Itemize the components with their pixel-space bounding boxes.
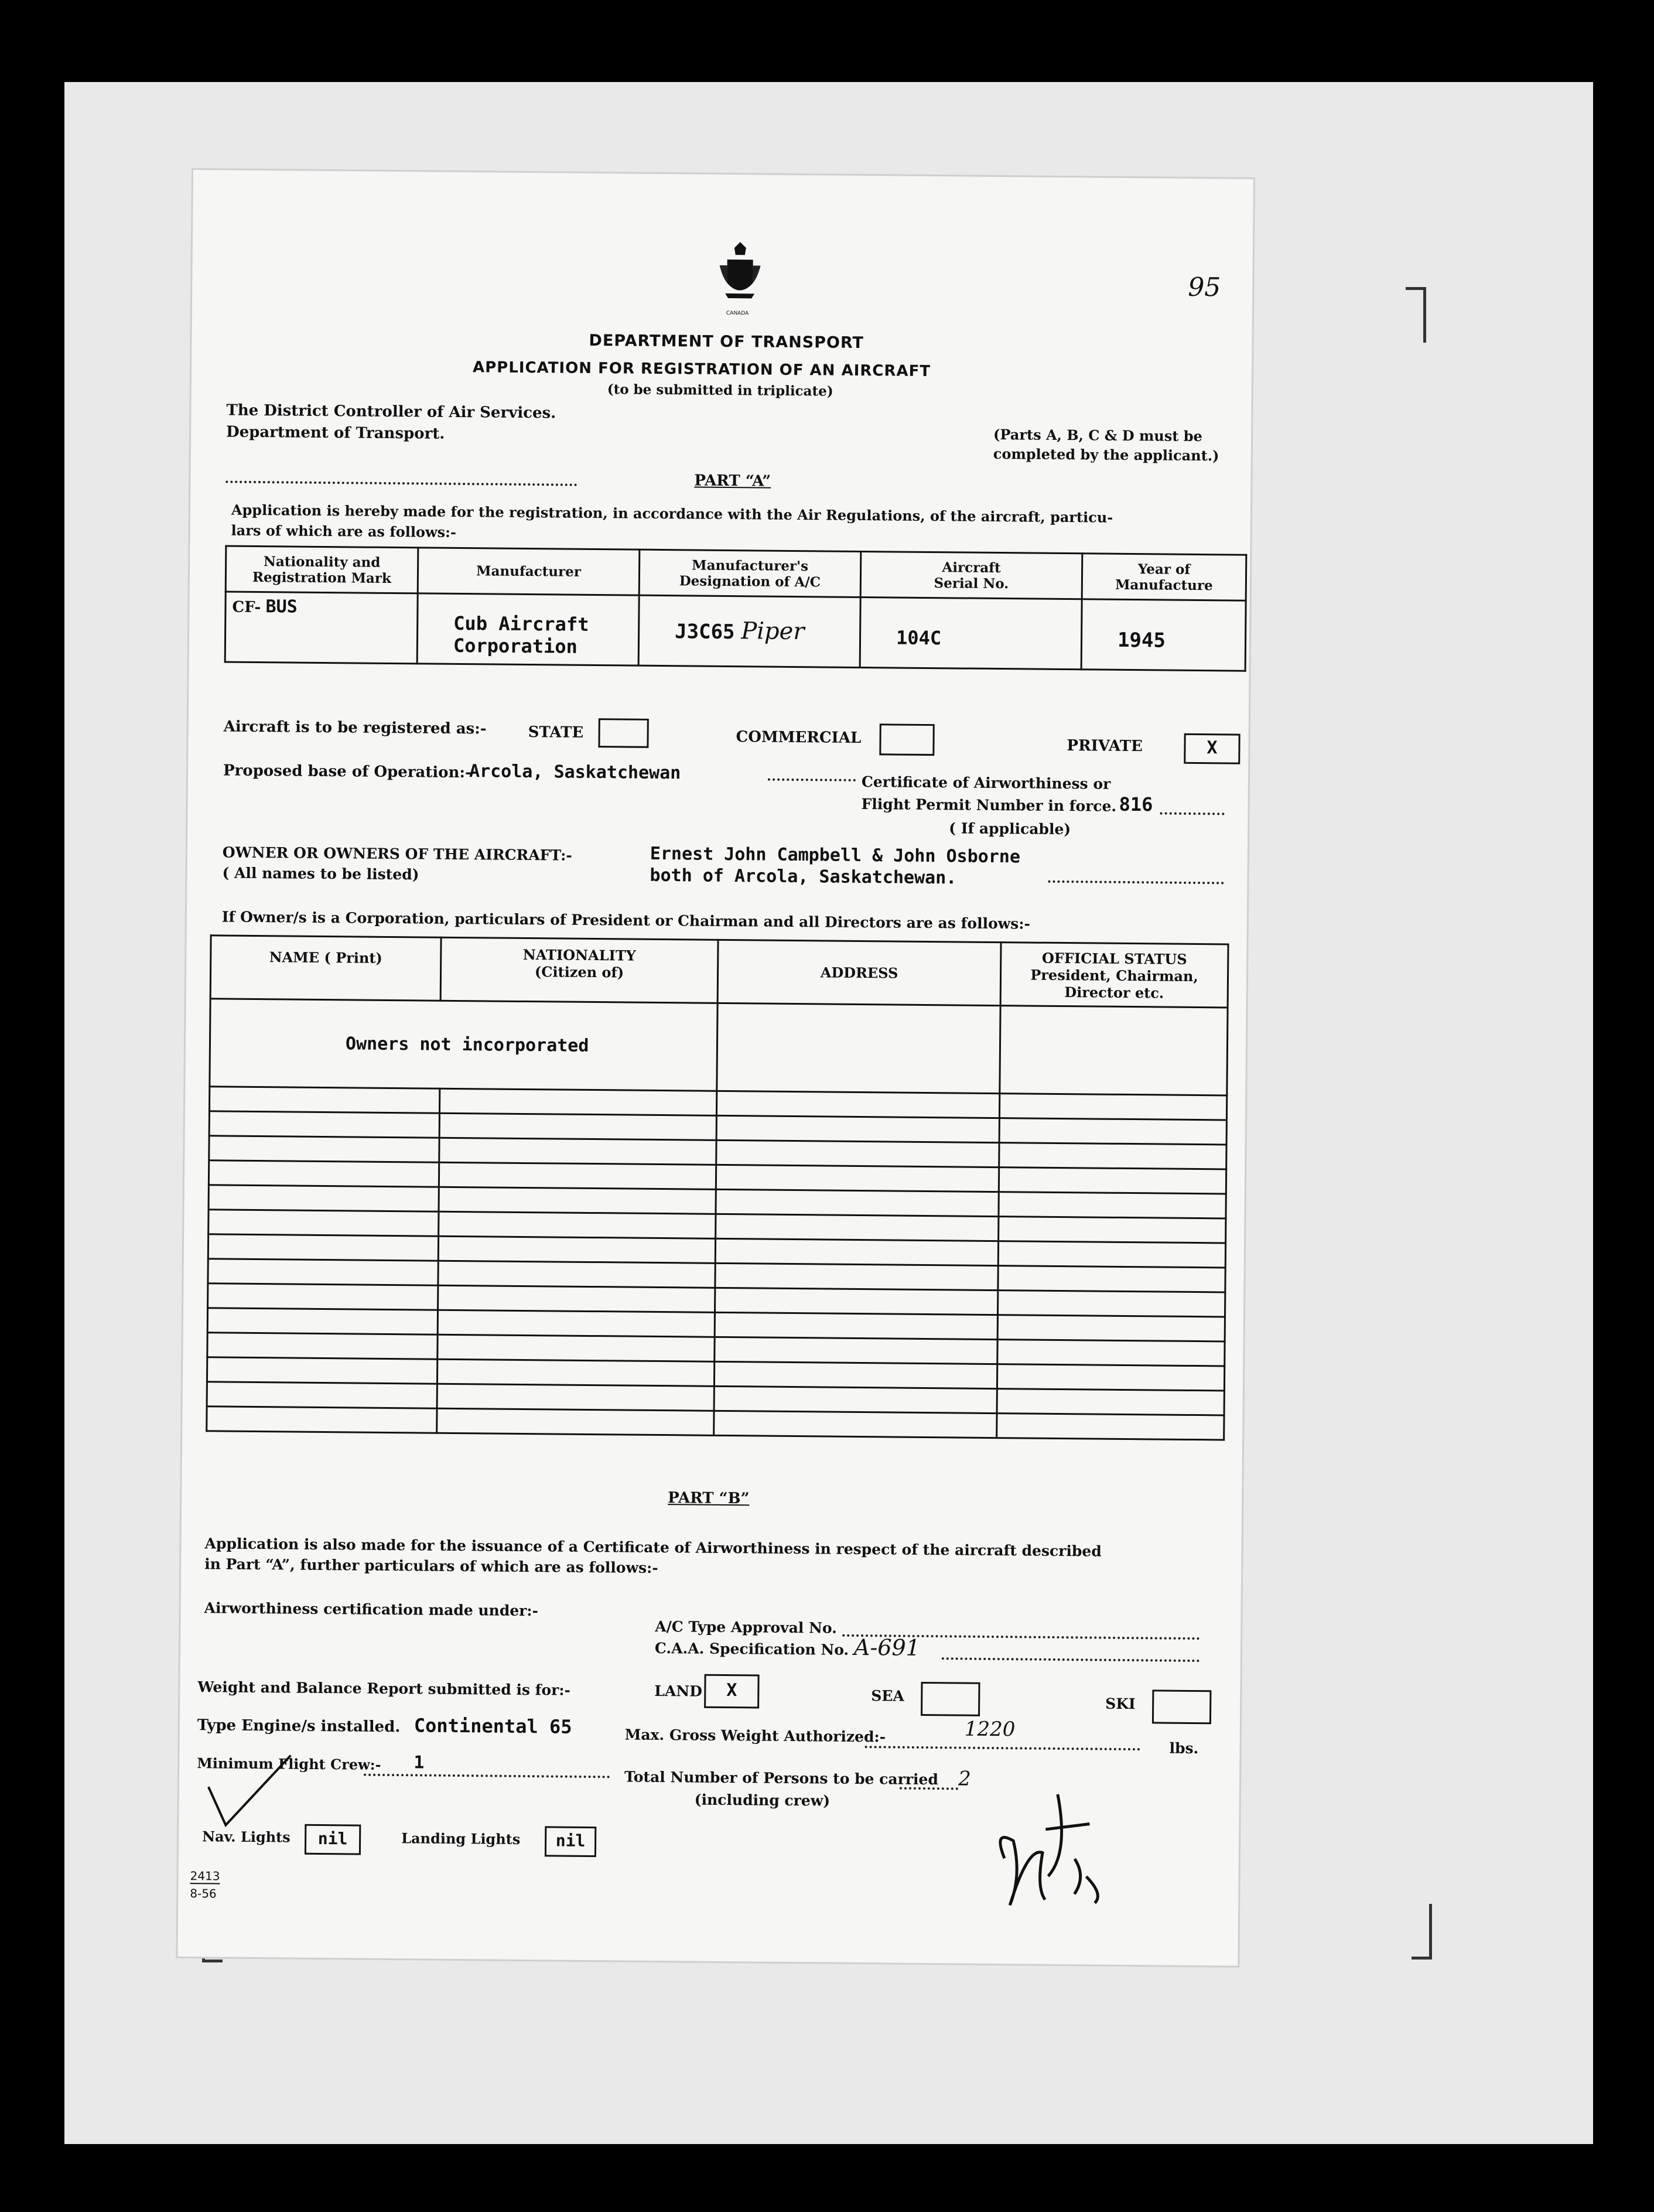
cell-year: 1945 bbox=[1081, 599, 1246, 671]
form-number-2: 8-56 bbox=[190, 1886, 217, 1901]
registered-as-label: Aircraft is to be registered as:- bbox=[223, 718, 487, 738]
nav-lights-label: Nav. Lights bbox=[202, 1828, 291, 1846]
table-cell bbox=[1000, 1006, 1228, 1095]
table-cell bbox=[717, 1003, 1000, 1093]
persons-dots bbox=[900, 1787, 958, 1790]
commercial-label: COMMERCIAL bbox=[736, 728, 862, 747]
cell-corp-entry: Owners not incorporated bbox=[210, 999, 717, 1091]
col-header-serial: Aircraft Serial No. bbox=[860, 551, 1082, 599]
col-header-name: NAME ( Print) bbox=[210, 936, 441, 1001]
crop-mark-bottom-right bbox=[1412, 1904, 1432, 1960]
part-a-heading: PART “A” bbox=[694, 472, 771, 490]
signature-initials bbox=[986, 1759, 1134, 1918]
parts-note-2: completed by the applicant.) bbox=[993, 445, 1219, 465]
col-header-address: ADDRESS bbox=[717, 940, 1001, 1005]
coat-caption: CANADA bbox=[726, 310, 749, 317]
cert-dots bbox=[1160, 812, 1224, 815]
folio-number: 95 bbox=[1188, 272, 1221, 303]
col-header-nationality: Nationality and Registration Mark bbox=[225, 546, 418, 593]
application-form bbox=[177, 170, 1253, 1966]
gross-weight-dots bbox=[865, 1746, 1140, 1750]
crop-mark-top-right bbox=[1406, 287, 1426, 343]
caa-label: C.A.A. Specification No. bbox=[654, 1639, 849, 1658]
crew-label: Minimum Flight Crew:- bbox=[197, 1754, 381, 1773]
base-dots bbox=[768, 779, 856, 781]
aircraft-particulars-table bbox=[224, 545, 1248, 671]
ski-label: SKI bbox=[1105, 1695, 1136, 1713]
addressee-line-2: Department of Transport. bbox=[225, 423, 445, 443]
check-mark-icon bbox=[196, 1752, 296, 1834]
table-row bbox=[210, 999, 1228, 1095]
form-number-1: 2413 bbox=[190, 1869, 220, 1883]
directors-table bbox=[206, 934, 1229, 1440]
persons-sub: (including crew) bbox=[694, 1791, 831, 1810]
cert-made-label: Airworthiness certification made under:- bbox=[204, 1599, 539, 1620]
cert-label-3: ( If applicable) bbox=[949, 820, 1071, 838]
weight-balance-label: Weight and Balance Report submitted is for:- bbox=[197, 1678, 571, 1699]
ski-checkbox[interactable] bbox=[1152, 1689, 1212, 1724]
land-label: LAND bbox=[654, 1682, 703, 1700]
caa-value: A-691 bbox=[853, 1634, 921, 1661]
department-heading: DEPARTMENT OF TRANSPORT bbox=[589, 331, 864, 353]
addressee-district-line bbox=[225, 481, 577, 486]
engine-label: Type Engine/s installed. bbox=[197, 1716, 401, 1736]
cert-label-2: Flight Permit Number in force. bbox=[861, 795, 1117, 815]
nav-lights-value: nil bbox=[305, 1824, 361, 1855]
crew-dots bbox=[364, 1774, 610, 1779]
part-b-heading: PART “B” bbox=[668, 1489, 750, 1508]
col-header-manufacturer: Manufacturer bbox=[418, 548, 640, 595]
cell-manufacturer: Cub Aircraft Corporation bbox=[417, 593, 639, 665]
persons-value: 2 bbox=[958, 1767, 971, 1791]
owners-sub: ( All names to be listed) bbox=[222, 864, 419, 883]
corp-intro: If Owner/s is a Corporation, particulars of President or Chairman and all Directors are as follows:- bbox=[221, 908, 1031, 933]
commercial-checkbox[interactable] bbox=[879, 723, 934, 756]
col-header-citizenship: NATIONALITY (Citizen of) bbox=[440, 937, 718, 1003]
private-checkbox[interactable]: X bbox=[1184, 733, 1240, 764]
addressee-line-1: The District Controller of Air Services. bbox=[226, 401, 556, 422]
cert-label-1: Certificate of Airworthiness or bbox=[861, 773, 1111, 793]
cell-serial: 104C bbox=[860, 597, 1082, 669]
cell-registration-mark: CF- BUS bbox=[225, 592, 418, 664]
crew-value: 1 bbox=[414, 1752, 425, 1773]
col-header-status: OFFICIAL STATUS President, Chairman, Director etc. bbox=[1000, 943, 1228, 1008]
gross-weight-unit: lbs. bbox=[1169, 1739, 1199, 1757]
state-checkbox[interactable] bbox=[598, 718, 648, 748]
col-header-year: Year of Manufacture bbox=[1082, 554, 1246, 600]
cell-designation: J3C65 Piper bbox=[638, 595, 860, 667]
base-value: Arcola, Saskatchewan bbox=[469, 761, 681, 784]
landing-lights-label: Landing Lights bbox=[401, 1829, 521, 1848]
col-header-designation: Manufacturer's Designation of A/C bbox=[639, 549, 861, 597]
coat-of-arms-icon bbox=[716, 242, 764, 313]
part-a-intro-1: Application is hereby made for the registration, in accordance with the Air Regulations, of the aircraft, particu- bbox=[231, 501, 1113, 526]
owners-label: OWNER OR OWNERS OF THE AIRCRAFT:- bbox=[222, 844, 572, 864]
sea-checkbox[interactable] bbox=[921, 1682, 980, 1716]
part-b-intro-1: Application is also made for the issuance of a Certificate of Airworthiness in respect of the aircraft described bbox=[204, 1535, 1102, 1560]
owners-dots bbox=[1048, 880, 1224, 885]
base-label: Proposed base of Operation:- bbox=[223, 762, 471, 782]
sea-label: SEA bbox=[871, 1687, 904, 1705]
gross-weight-value: 1220 bbox=[964, 1717, 1016, 1742]
caa-dots bbox=[942, 1657, 1200, 1662]
part-a-intro-2: lars of which are as follows:- bbox=[231, 521, 457, 541]
landing-lights-value: nil bbox=[545, 1826, 596, 1857]
state-label: STATE bbox=[528, 723, 584, 742]
owners-line-2: both of Arcola, Saskatchewan. bbox=[650, 865, 957, 889]
persons-label: Total Number of Persons to be carried bbox=[624, 1768, 939, 1788]
type-approval-label: A/C Type Approval No. bbox=[655, 1617, 837, 1637]
part-b-intro-2: in Part “A”, further particulars of which are as follows:- bbox=[204, 1555, 658, 1577]
parts-note-1: (Parts A, B, C & D must be bbox=[993, 425, 1202, 445]
cert-value: 816 bbox=[1119, 793, 1153, 816]
form-subtitle: (to be submitted in triplicate) bbox=[607, 381, 833, 400]
owners-line-1: Ernest John Campbell & John Osborne bbox=[650, 843, 1021, 868]
gross-weight-label: Max. Gross Weight Authorized:- bbox=[624, 1726, 886, 1746]
form-title: APPLICATION FOR REGISTRATION OF AN AIRCRAFT bbox=[472, 359, 931, 380]
land-checkbox[interactable]: X bbox=[704, 1674, 760, 1709]
private-label: PRIVATE bbox=[1067, 737, 1143, 756]
engine-value: Continental 65 bbox=[414, 1714, 572, 1738]
